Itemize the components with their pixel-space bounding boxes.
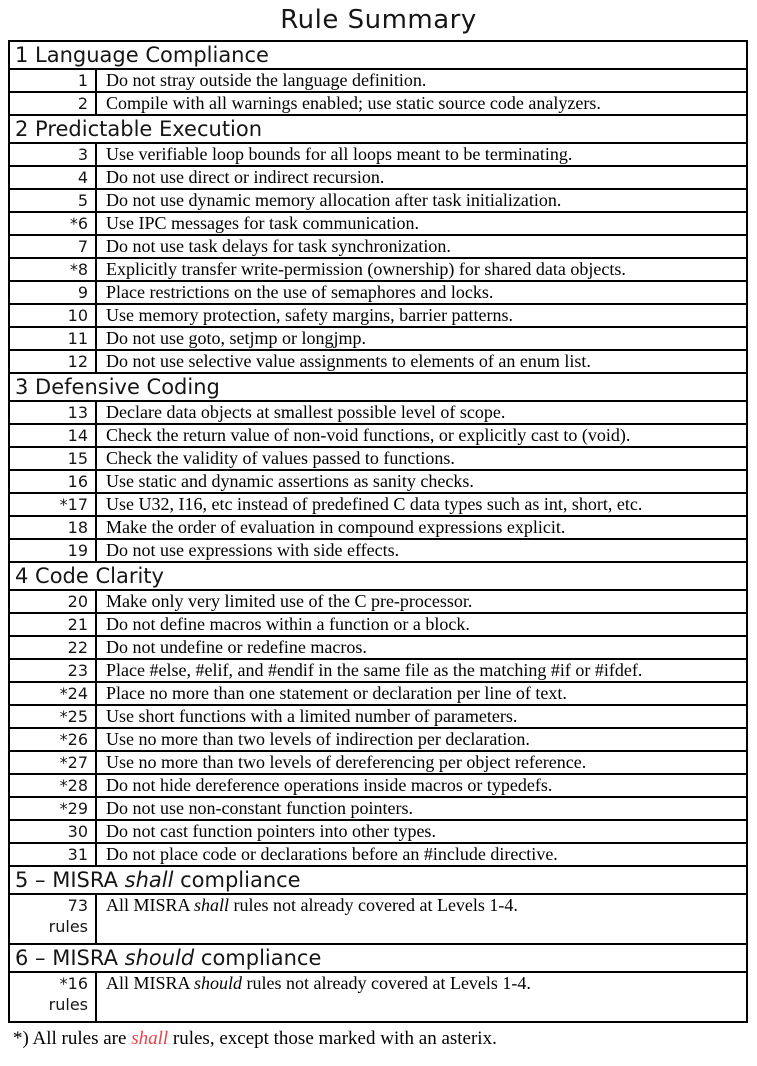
rule-description: Use no more than two levels of dereferencing per object reference. — [96, 751, 747, 774]
rule-description: Do not stray outside the language definition. — [96, 69, 747, 92]
rule-number: 3 — [9, 143, 96, 166]
rule-description — [96, 972, 747, 1022]
rule-description: Do not use direct or indirect recursion. — [96, 166, 747, 189]
rule-row — [9, 189, 747, 212]
rule-description: Declare data objects at smallest possible level of scope. — [96, 401, 747, 424]
rule-row — [9, 281, 747, 304]
rule-row — [9, 401, 747, 424]
text-part: rules not already covered at Levels 1-4. — [242, 973, 531, 993]
rule-number: 10 — [9, 304, 96, 327]
rule-description: Do not cast function pointers into other types. — [96, 820, 747, 843]
text-part: 5 – MISRA — [15, 868, 125, 892]
rule-number: *26 — [9, 728, 96, 751]
rule-description: Explicitly transfer write-permission (ownership) for shared data objects. — [96, 258, 747, 281]
text-part: All MISRA — [106, 895, 195, 915]
rule-row — [9, 258, 747, 281]
rule-description: Do not use goto, setjmp or longjmp. — [96, 327, 747, 350]
rule-number: 13 — [9, 401, 96, 424]
rule-description: Use memory protection, safety margins, barrier patterns. — [96, 304, 747, 327]
rule-description: Place #else, #elif, and #endif in the same file as the matching #if or #ifdef. — [96, 659, 747, 682]
rule-number: *29 — [9, 797, 96, 820]
text-part: compliance — [173, 868, 301, 892]
rule-row — [9, 235, 747, 258]
rule-row — [9, 843, 747, 866]
rule-row — [9, 327, 747, 350]
rule-number: 1 — [9, 69, 96, 92]
rule-row — [9, 447, 747, 470]
rule-number: *28 — [9, 774, 96, 797]
rule-description: Compile with all warnings enabled; use static source code analyzers. — [96, 92, 747, 115]
text-part: rules, except those marked with an asterix. — [168, 1028, 497, 1049]
rule-number-sub: rules — [48, 995, 88, 1014]
keyword-italic: should — [124, 946, 195, 970]
rule-number: 16 — [9, 470, 96, 493]
keyword-italic: should — [194, 973, 243, 993]
rule-description: Check the validity of values passed to functions. — [96, 447, 747, 470]
rule-number: 22 — [9, 636, 96, 659]
rule-number: *6 — [9, 212, 96, 235]
section-header: 3 Defensive Coding — [9, 373, 747, 401]
rule-description — [96, 894, 747, 944]
rule-description: Use short functions with a limited number of parameters. — [96, 705, 747, 728]
text-part: 6 – MISRA — [15, 946, 125, 970]
rule-number: 73 rules — [9, 894, 96, 944]
rule-row — [9, 212, 747, 235]
section-header: 4 Code Clarity — [9, 562, 747, 590]
rule-number: 21 — [9, 613, 96, 636]
rule-number: 11 — [9, 327, 96, 350]
rule-description: Make the order of evaluation in compound expressions explicit. — [96, 516, 747, 539]
rule-description: Use U32, I16, etc instead of predefined C data types such as int, short, etc. — [96, 493, 747, 516]
rule-row — [9, 493, 747, 516]
rule-number: *27 — [9, 751, 96, 774]
rule-row — [9, 972, 747, 1022]
rule-number: 12 — [9, 350, 96, 373]
rule-description: Do not use selective value assignments to elements of an enum list. — [96, 350, 747, 373]
rule-row — [9, 682, 747, 705]
rule-description: Place no more than one statement or declaration per line of text. — [96, 682, 747, 705]
section-header — [9, 866, 747, 894]
rule-row — [9, 751, 747, 774]
section-header: 1 Language Compliance — [9, 41, 747, 69]
rule-description: Do not define macros within a function or a block. — [96, 613, 747, 636]
rule-description: Use static and dynamic assertions as sanity checks. — [96, 470, 747, 493]
rule-row — [9, 539, 747, 562]
rule-number: 18 — [9, 516, 96, 539]
rule-number: 31 — [9, 843, 96, 866]
rule-row — [9, 470, 747, 493]
rule-row — [9, 774, 747, 797]
rule-description: Do not undefine or redefine macros. — [96, 636, 747, 659]
keyword-italic: shall — [194, 895, 230, 915]
keyword-red-italic: shall — [131, 1028, 169, 1049]
rule-description: Check the return value of non-void functions, or explicitly cast to (void). — [96, 424, 747, 447]
rule-row — [9, 69, 747, 92]
rule-number-sub: rules — [48, 917, 88, 936]
rule-number: 19 — [9, 539, 96, 562]
rule-description: Do not place code or declarations before an #include directive. — [96, 843, 747, 866]
section-header: 2 Predictable Execution — [9, 115, 747, 143]
rule-row — [9, 659, 747, 682]
rule-number: *25 — [9, 705, 96, 728]
section-header-row — [9, 944, 747, 972]
rule-description: Do not hide dereference operations inside macros or typedefs. — [96, 774, 747, 797]
rule-row — [9, 820, 747, 843]
rule-row — [9, 894, 747, 944]
rule-number: 9 — [9, 281, 96, 304]
rule-description: Use IPC messages for task communication. — [96, 212, 747, 235]
rule-description: Do not use non-constant function pointers. — [96, 797, 747, 820]
rule-number: *17 — [9, 493, 96, 516]
text-part: compliance — [194, 946, 322, 970]
section-header-row — [9, 866, 747, 894]
rule-row — [9, 797, 747, 820]
rule-row — [9, 636, 747, 659]
rule-number: 23 — [9, 659, 96, 682]
rule-row — [9, 92, 747, 115]
rule-description: Make only very limited use of the C pre-processor. — [96, 590, 747, 613]
text-part: All MISRA — [106, 973, 195, 993]
rule-row — [9, 728, 747, 751]
rule-description: Use verifiable loop bounds for all loops meant to be terminating. — [96, 143, 747, 166]
section-header-row — [9, 41, 747, 69]
document-page — [0, 4, 757, 1066]
section-header — [9, 944, 747, 972]
rule-number: *8 — [9, 258, 96, 281]
rule-number: 4 — [9, 166, 96, 189]
rule-row — [9, 705, 747, 728]
rule-number: 15 — [9, 447, 96, 470]
rule-number: 20 — [9, 590, 96, 613]
rule-description: Do not use dynamic memory allocation after task initialization. — [96, 189, 747, 212]
keyword-italic: shall — [124, 868, 174, 892]
section-header-row — [9, 115, 747, 143]
section-header-row — [9, 562, 747, 590]
rule-number: 5 — [9, 189, 96, 212]
rule-summary-table — [8, 40, 748, 1023]
rule-row — [9, 350, 747, 373]
rule-description: Place restrictions on the use of semaphores and locks. — [96, 281, 747, 304]
rule-row — [9, 166, 747, 189]
rule-summary-body — [9, 41, 747, 1022]
rule-row — [9, 613, 747, 636]
rule-row — [9, 304, 747, 327]
text-part: *) All rules are — [13, 1028, 132, 1049]
rule-description: Do not use expressions with side effects. — [96, 539, 747, 562]
rule-number: 2 — [9, 92, 96, 115]
rule-number: *24 — [9, 682, 96, 705]
footnote — [13, 1028, 757, 1050]
page-title: Rule Summary — [280, 5, 477, 35]
rule-number: 14 — [9, 424, 96, 447]
rule-number: *16 rules — [9, 972, 96, 1022]
text-part: rules not already covered at Levels 1-4. — [229, 895, 518, 915]
rule-row — [9, 143, 747, 166]
rule-number: 30 — [9, 820, 96, 843]
rule-row — [9, 590, 747, 613]
rule-description: Use no more than two levels of indirection per declaration. — [96, 728, 747, 751]
rule-row — [9, 516, 747, 539]
section-header-row — [9, 373, 747, 401]
rule-number: 7 — [9, 235, 96, 258]
rule-row — [9, 424, 747, 447]
rule-description: Do not use task delays for task synchronization. — [96, 235, 747, 258]
